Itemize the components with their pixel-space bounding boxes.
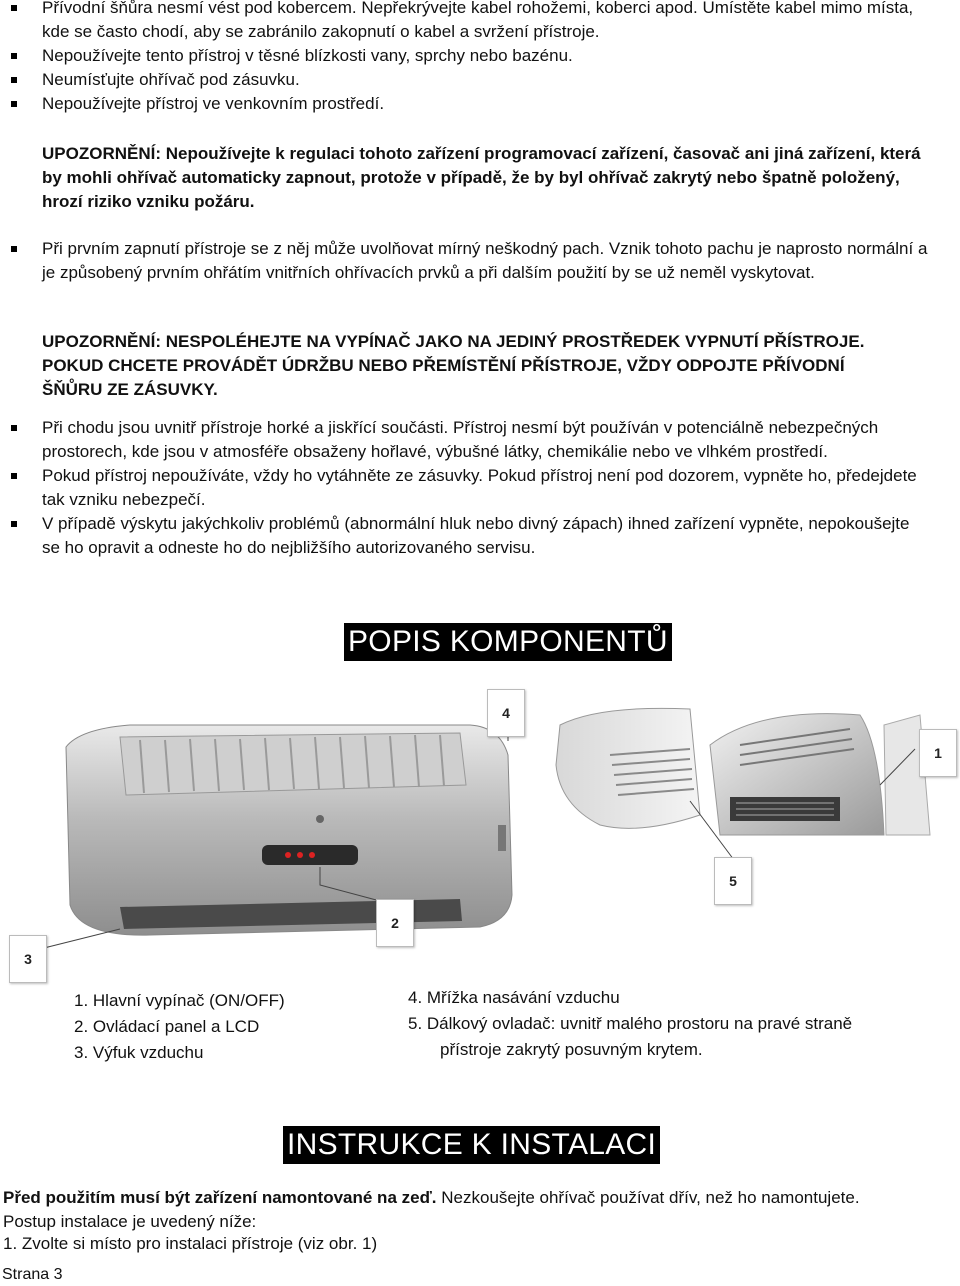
list-item: Přívodní šňůra nesmí vést pod kobercem. Nepřekrývejte kabel rohožemi, koberci apod. Umístěte kabel mimo místa, kde se často chodí, aby se zabránilo zakopnutí o kabel a svržení přístroje.: [8, 0, 928, 44]
list-item: Nepoužívejte přístroj ve venkovním prostředí.: [8, 92, 928, 116]
legend-left: [74, 988, 285, 1066]
legend-item: 2. Ovládací panel a LCD: [74, 1017, 260, 1036]
heater-closeup-view: [710, 714, 930, 835]
list-item: Při chodu jsou uvnitř přístroje horké a jiskřící součásti. Přístroj nesmí být používán v potenciálně nebezpečných prostorech, kde jsou v atmosféře obsaženy hořlavé, výbušné látky, chemikálie nebo ve vlhkém prostředí.: [8, 416, 928, 464]
callout-2: 2: [376, 899, 414, 947]
bullet-icon: [11, 5, 17, 11]
list-item: Pokud přístroj nepoužíváte, vždy ho vytáhněte ze zásuvky. Pokud přístroj není pod dozorem, vypněte ho, předejdete tak vzniku nebezpečí.: [8, 464, 928, 512]
list-item: Neumísťujte ohřívač pod zásuvku.: [8, 68, 928, 92]
bullet-icon: [11, 53, 17, 59]
section-heading-install: INSTRUKCE K INSTALACI: [283, 1126, 660, 1164]
list-item: Nepoužívejte tento přístroj v těsné blízkosti vany, sprchy nebo bazénu.: [8, 44, 928, 68]
bullet-icon: [11, 246, 17, 252]
safety-bullets-bottom: [8, 416, 928, 560]
bullet-icon: [11, 521, 17, 527]
list-item: Při prvním zapnutí přístroje se z něj může uvolňovat mírný neškodný pach. Vznik tohoto pachu je naprosto normální a je způsobený prvním ohřátím vnitřních ohřívacích prvků a při dalším použití by se už neměl vyskytovat.: [8, 237, 928, 285]
callout-4: 4: [487, 689, 525, 737]
list-item: V případě výskytu jakýchkoliv problémů (abnormální hluk nebo divný zápach) ihned zařízení vypněte, nepokoušejte se ho opravit a odneste ho do nejbližšího autorizovaného servisu.: [8, 512, 928, 560]
legend-item-continued: přístroje zakrytý posuvným krytem.: [440, 1040, 703, 1059]
legend-item: 1. Hlavní vypínač (ON/OFF): [74, 991, 285, 1010]
bullet-icon: [11, 425, 17, 431]
callout-1: 1: [919, 729, 957, 777]
install-intro-bold: Před použitím musí být zařízení namontované na zeď.: [3, 1188, 437, 1207]
heater-side-view: [556, 708, 700, 828]
section-heading-components: POPIS KOMPONENTŮ: [344, 623, 672, 661]
callout-3: 3: [9, 935, 47, 983]
install-intro: [3, 1186, 903, 1234]
install-intro-rest: Nezkoušejte ohřívač používat dřív, než ho namontujete. Postup instalace je uvedený níže:: [3, 1188, 860, 1231]
page-footer: Strana 3: [2, 1266, 63, 1283]
heater-main: [66, 725, 512, 935]
bullet-icon: [11, 101, 17, 107]
legend-item: 4. Mřížka nasávání vzduchu: [408, 988, 620, 1007]
warning-timer: UPOZORNĚNÍ: Nepoužívejte k regulaci tohoto zařízení programovací zařízení, časovač ani jiná zařízení, která by mohli ohřívač automaticky zapnout, protože v případě, že by byl ohřívač zakrytý nebo špatně položený, hrozí riziko vzniku požáru.: [42, 144, 921, 211]
heater-illustration: [0, 685, 960, 985]
bullet-icon: [11, 77, 17, 83]
smell-bullet: [8, 237, 928, 285]
warning-switch: UPOZORNĚNÍ: NESPOLÉHEJTE NA VYPÍNAČ JAKO NA JEDINÝ PROSTŘEDEK VYPNUTÍ PŘÍSTROJE. POKUD CHCETE PROVÁDĚT ÚDRŽBU NEBO PŘEMÍSTĚNÍ PŘÍSTROJE, VŽDY ODPOJTE PŘÍVODNÍ ŠŇŮRU ZE ZÁSUVKY.: [42, 332, 865, 399]
heater-figure: [0, 685, 960, 985]
safety-bullets-top: [8, 0, 928, 116]
bullet-icon: [11, 473, 17, 479]
legend-item: 3. Výfuk vzduchu: [74, 1043, 204, 1062]
install-step-1: 1. Zvolte si místo pro instalaci přístroje (viz obr. 1): [3, 1234, 378, 1253]
legend-item: 5. Dálkový ovladač: uvnitř malého prostoru na pravé straně: [408, 1014, 853, 1033]
callout-5: 5: [714, 857, 752, 905]
